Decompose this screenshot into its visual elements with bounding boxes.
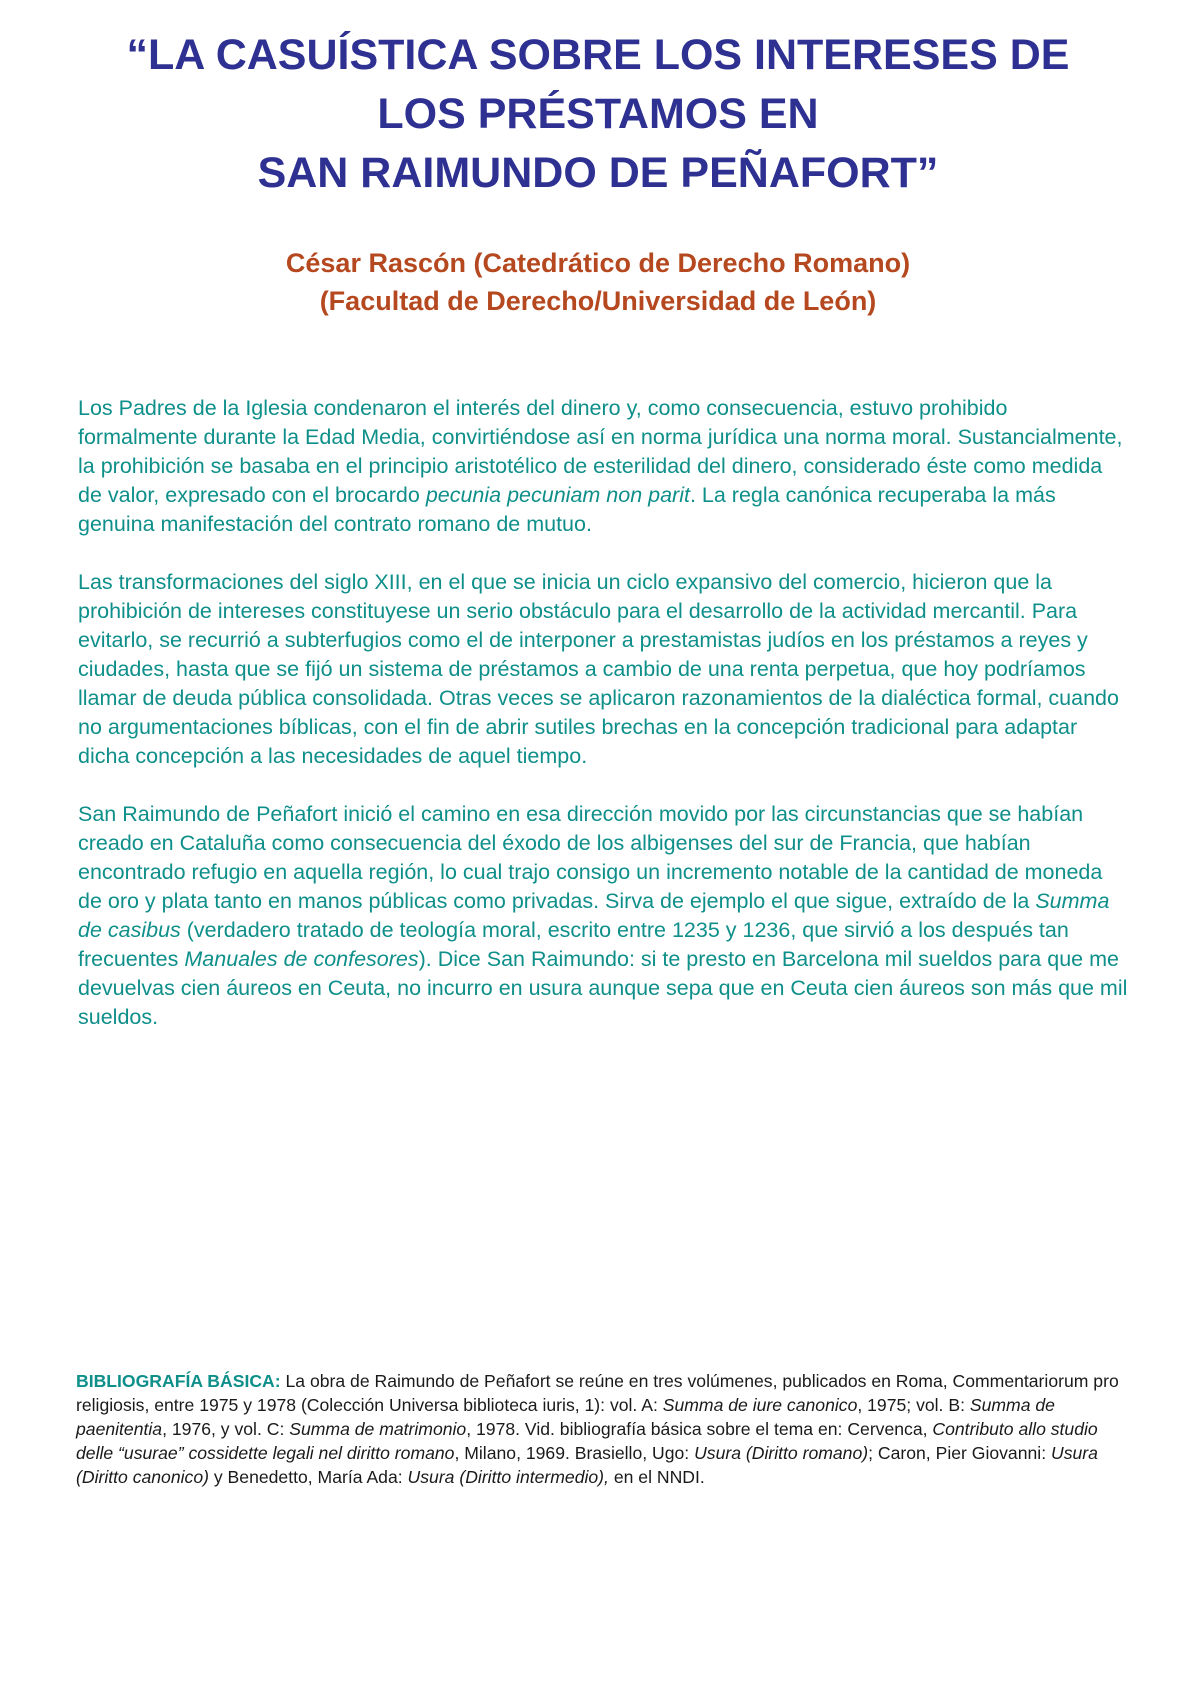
paragraph-1 xyxy=(78,394,1132,539)
paragraph-text: (verdadero tratado de teología moral, escrito entre 1235 y 1236, que sirvió a los después tan frecuentes xyxy=(78,918,1069,971)
bibliography-work: Summa de matrimonio xyxy=(289,1419,467,1439)
title-line: “LA CASUÍSTICA SOBRE LOS INTERESES DE xyxy=(126,31,1070,79)
bibliography xyxy=(76,1369,1126,1489)
work-title: Summa de casibus xyxy=(78,889,1110,942)
bibliography-work: Usura (Diritto intermedio), xyxy=(407,1467,609,1487)
work-title: Manuales de confesores xyxy=(184,947,419,971)
paragraph-text: ). Dice San Raimundo: si te presto en Barcelona mil sueldos para que me devuelvas cien áureos en Ceuta, no incurro en usura aunque sepa que en Ceuta cien áureos son más que mil sueldos. xyxy=(78,947,1128,1029)
latin-phrase: pecunia pecuniam non parit xyxy=(425,483,690,507)
bibliography-text: en el NNDI. xyxy=(608,1467,705,1487)
bibliography-label: BIBLIOGRAFÍA BÁSICA: xyxy=(76,1371,281,1391)
paragraph-text: San Raimundo de Peñafort inició el camino en esa dirección movido por las circunstancias que se habían creado en Cataluña como consecuencia del éxodo de los albigenses del sur de Francia, que habían encontrado refugio en aquella región, lo cual trajo consigo un incremento notable de la cantidad de moneda de oro y plata tanto en manos públicas como privadas. Sirva de ejemplo el que sigue, extraído de la xyxy=(78,802,1103,913)
author-name: César Rascón (Catedrático de Derecho Romano) xyxy=(285,248,911,278)
bibliography-work: Summa de iure canonico xyxy=(662,1395,858,1415)
author-block xyxy=(40,244,1156,320)
bibliography-work: Contributo allo studio delle “usurae” cossidette legali nel diritto romano xyxy=(76,1419,1098,1463)
paragraph-3 xyxy=(78,800,1132,1032)
document-title xyxy=(40,26,1156,203)
title-line: LOS PRÉSTAMOS EN xyxy=(377,90,819,138)
paragraph-text: . La regla canónica recuperaba la más genuina manifestación del contrato romano de mutuo. xyxy=(78,483,1056,536)
author-affiliation: (Facultad de Derecho/Universidad de León) xyxy=(319,286,877,316)
title-line: SAN RAIMUNDO DE PEÑAFORT” xyxy=(257,149,939,197)
article-body xyxy=(78,394,1132,1061)
bibliography-text: , 1975; vol. B: xyxy=(857,1395,970,1415)
bibliography-text: La obra de Raimundo de Peñafort se reúne en tres volúmenes, publicados en Roma, Commentariorum pro religiosis, entre 1975 y 1978 (Colección Universa biblioteca iuris, 1): vol. A: xyxy=(76,1371,1119,1415)
bibliography-text: , 1976, y vol. C: xyxy=(162,1419,290,1439)
bibliography-text: , 1978. Vid. bibliografía básica sobre el tema en: Cervenca, xyxy=(466,1419,933,1439)
bibliography-text: , Milano, 1969. Brasiello, Ugo: xyxy=(454,1443,695,1463)
bibliography-text: ; Caron, Pier Giovanni: xyxy=(868,1443,1051,1463)
bibliography-text: y Benedetto, María Ada: xyxy=(208,1467,408,1487)
paragraph-text: Los Padres de la Iglesia condenaron el interés del dinero y, como consecuencia, estuvo prohibido formalmente durante la Edad Media, convirtiéndose así en norma jurídica una norma moral. Sustancialmente, la prohibición se basaba en el principio aristotélico de esterilidad del dinero, considerado éste como medida de valor, expresado con el brocardo xyxy=(78,396,1123,507)
paragraph-2: Las transformaciones del siglo XIII, en el que se inicia un ciclo expansivo del comercio, hicieron que la prohibición de intereses constituyese un serio obstáculo para el desarrollo de la actividad mercantil. Para evitarlo, se recurrió a subterfugios como el de interponer a prestamistas judíos en los préstamos a reyes y ciudades, hasta que se fijó un sistema de préstamos a cambio de una renta perpetua, que hoy podríamos llamar de deuda pública consolidada. Otras veces se aplicaron razonamientos de la dialéctica formal, cuando no argumentaciones bíblicas, con el fin de abrir sutiles brechas en la concepción tradicional para adaptar dicha concepción a las necesidades de aquel tiempo. xyxy=(78,570,1119,768)
bibliography-work: Summa de paenitentia xyxy=(76,1395,1055,1439)
bibliography-work: Usura (Diritto romano) xyxy=(694,1443,869,1463)
bibliography-work: Usura (Diritto canonico) xyxy=(76,1443,1098,1487)
